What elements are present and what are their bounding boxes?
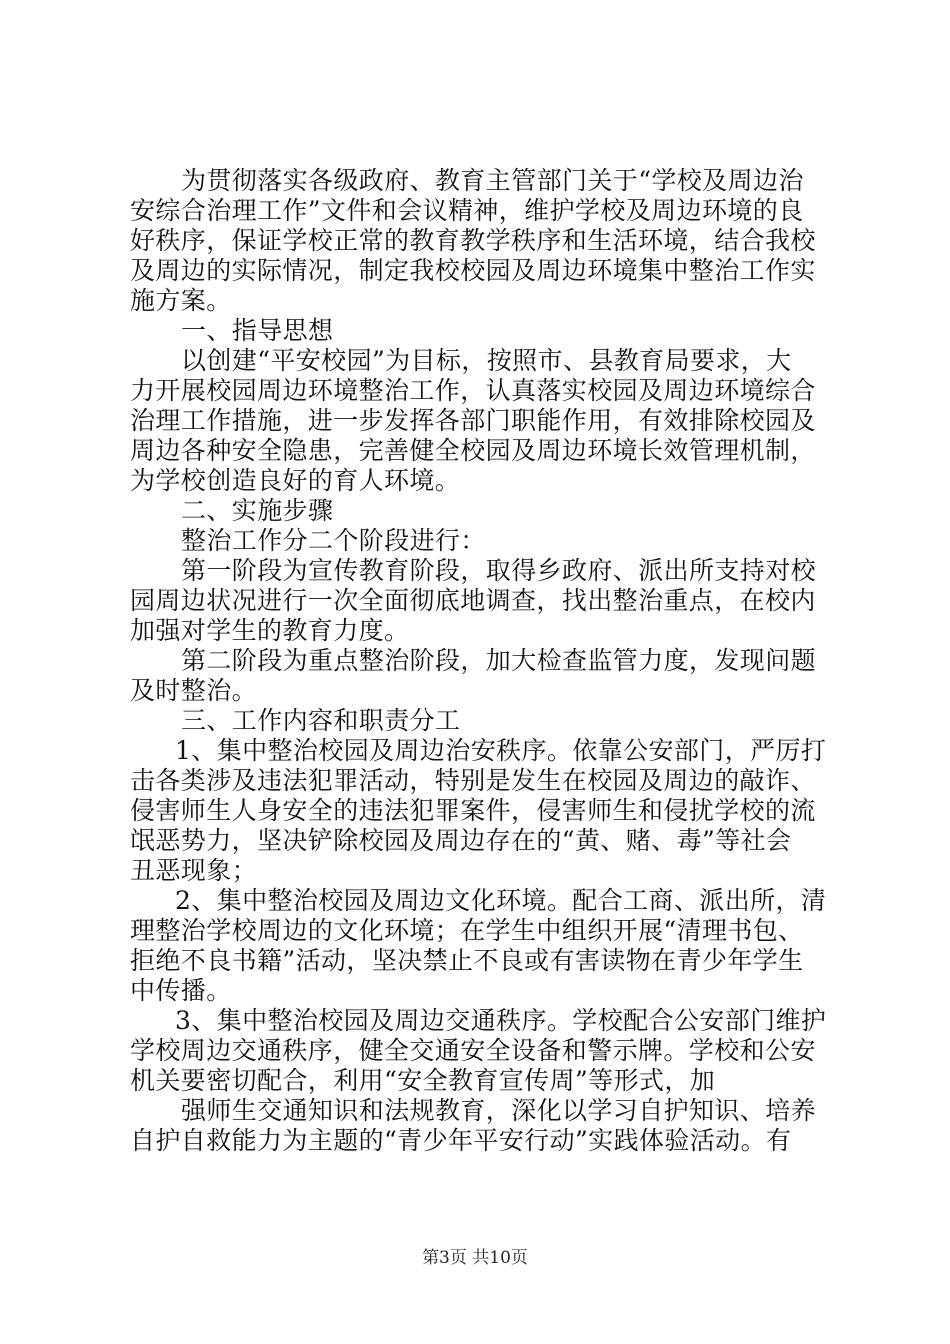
text-line: 安综合治理工作”文件和会议精神，维护学校及周边环境的良	[130, 196, 804, 225]
text-line: 1、集中整治校园及周边治安秩序。依靠公安部门，严厉打	[175, 736, 827, 765]
text-line: 自护自救能力为主题的“青少年平安行动”实践体验活动。有	[130, 1126, 792, 1155]
text-line: 侵害师生人身安全的违法犯罪案件，侵害师生和侵扰学校的流	[130, 796, 816, 825]
text-line: 机关要密切配合，利用“安全教育宣传周”等形式，加	[130, 1066, 716, 1095]
text-line: 施方案。	[130, 286, 232, 315]
page-number-footer: 第3页 共10页	[422, 1248, 528, 1268]
text-line: 力开展校园周边环境整治工作，认真落实校园及周边环境综合	[130, 376, 816, 405]
text-line: 加强对学生的教育力度。	[130, 616, 410, 645]
text-line: 及周边的实际情况，制定我校校园及周边环境集中整治工作实	[130, 256, 816, 285]
section-heading: 一、指导思想	[181, 316, 334, 345]
text-line: 以创建“平安校园”为目标，按照市、县教育局要求，大	[181, 346, 792, 375]
text-line: 园周边状况进行一次全面彻底地调查，找出整治重点，在校内	[130, 586, 816, 615]
section-heading: 二、实施步骤	[181, 496, 334, 525]
text-line: 中传播。	[130, 976, 232, 1005]
text-line: 好秩序，保证学校正常的教育教学秩序和生活环境，结合我校	[130, 226, 816, 255]
text-line: 强师生交通知识和法规教育，深化以学习自护知识、培养	[181, 1096, 817, 1125]
text-line: 为学校创造良好的育人环境。	[130, 466, 461, 495]
text-line: 第一阶段为宣传教育阶段，取得乡政府、派出所支持对校	[181, 556, 817, 585]
text-line: 第二阶段为重点整治阶段，加大检查监管力度，发现问题	[181, 646, 817, 675]
text-line: 丑恶现象；	[130, 856, 258, 885]
text-line: 治理工作措施，进一步发挥各部门职能作用，有效排除校园及	[130, 406, 816, 435]
text-line: 周边各种安全隐患，完善健全校园及周边环境长效管理机制，	[130, 436, 816, 465]
text-line: 氓恶势力，坚决铲除校园及周边存在的“黄、赌、毒”等社会	[130, 826, 792, 855]
text-line: 为贯彻落实各级政府、教育主管部门关于“学校及周边治	[181, 166, 804, 195]
text-line: 3、集中整治校园及周边交通秩序。学校配合公安部门维护	[175, 1006, 827, 1035]
section-heading: 三、工作内容和职责分工	[181, 706, 461, 735]
text-line: 击各类涉及违法犯罪活动，特别是发生在校园及周边的敲诈、	[130, 766, 816, 795]
text-line: 学校周边交通秩序，健全交通安全设备和警示牌。学校和公安	[130, 1036, 816, 1065]
text-line: 整治工作分二个阶段进行：	[181, 526, 486, 555]
text-line: 及时整治。	[130, 676, 258, 705]
text-line: 2、集中整治校园及周边文化环境。配合工商、派出所，清	[175, 886, 827, 915]
text-line: 拒绝不良书籍”活动，坚决禁止不良或有害读物在青少年学生	[130, 946, 804, 975]
text-line: 理整治学校周边的文化环境；在学生中组织开展“清理书包、	[130, 916, 804, 945]
